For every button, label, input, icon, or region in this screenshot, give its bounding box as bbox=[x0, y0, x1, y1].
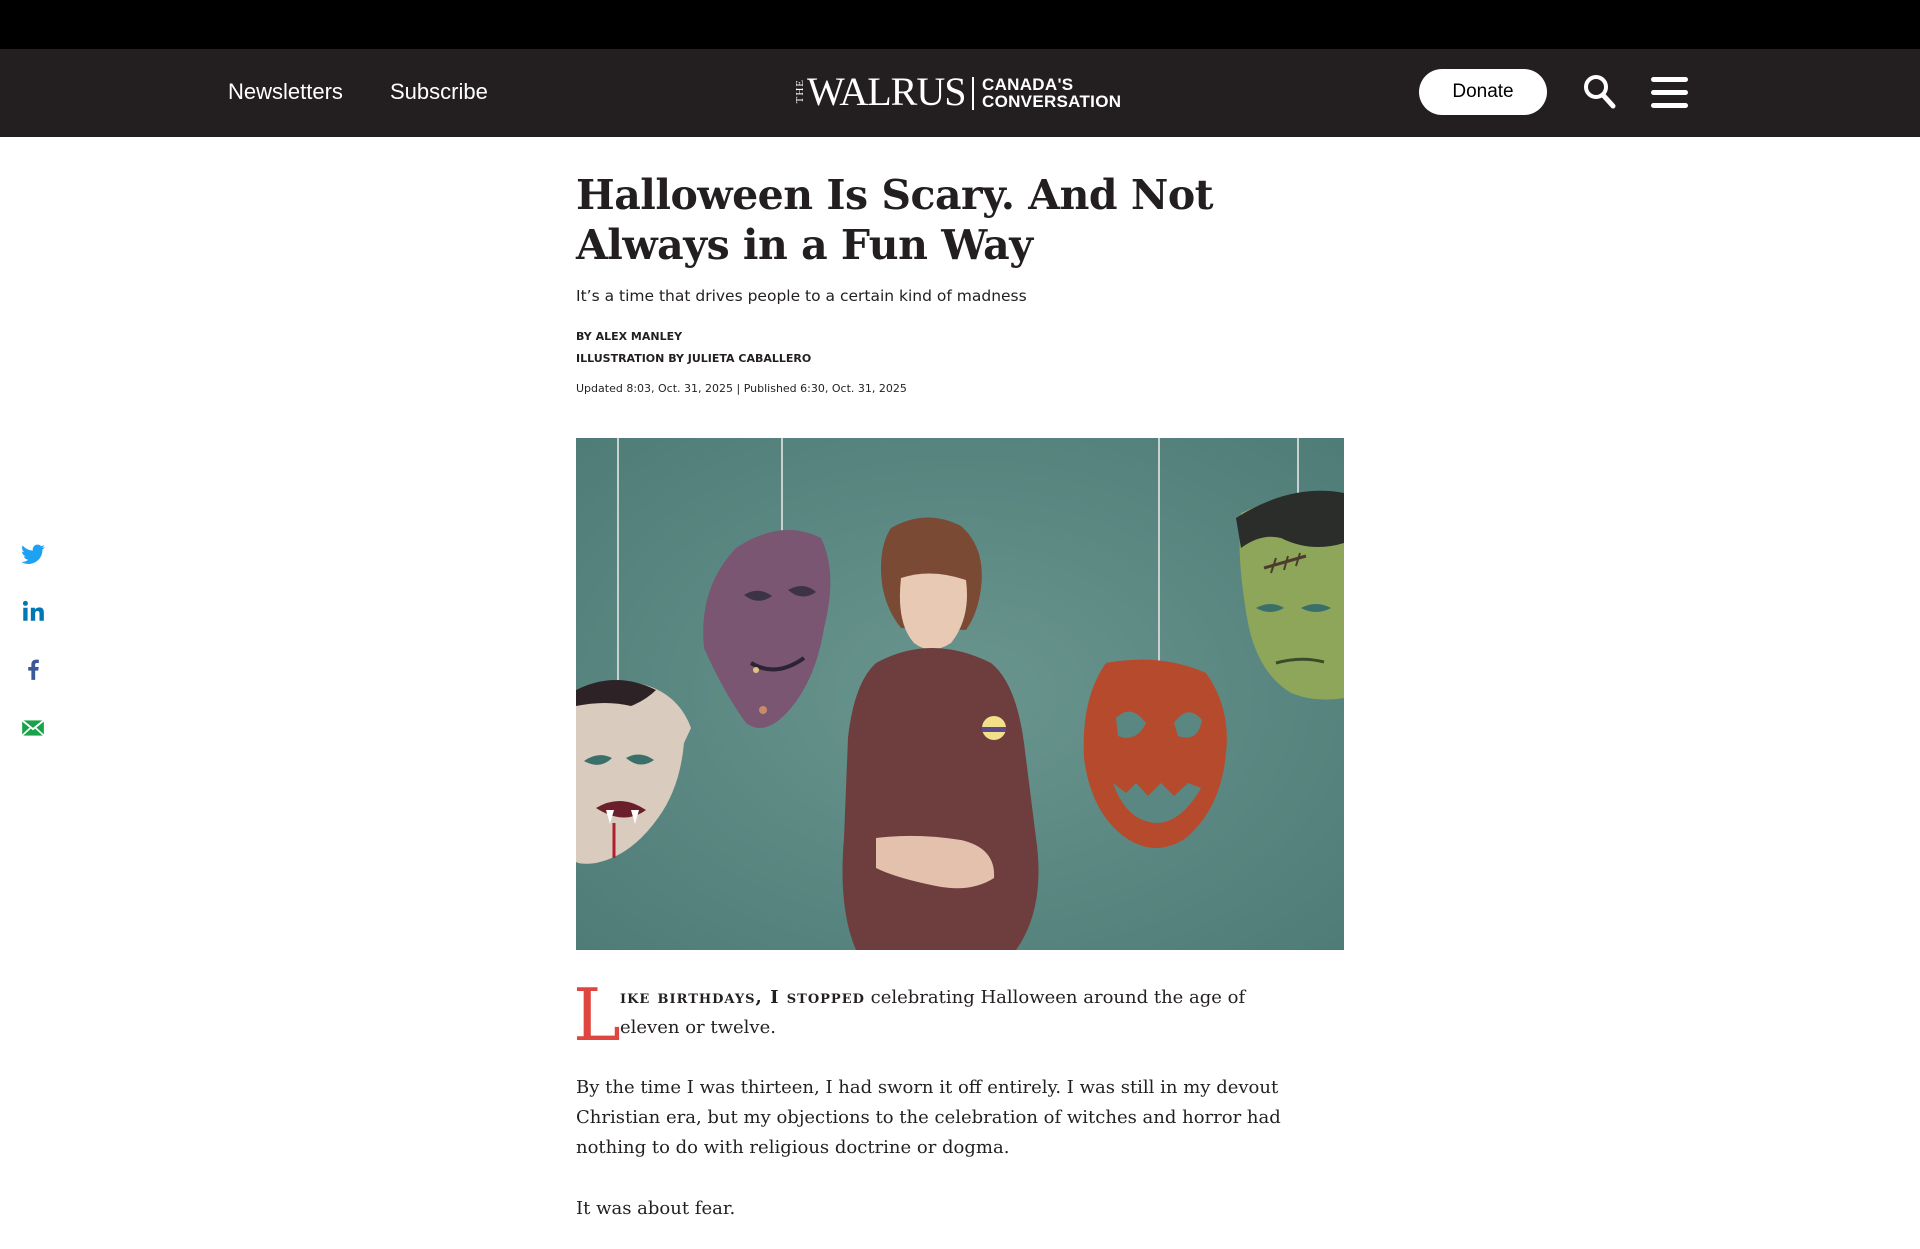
drop-cap: L bbox=[573, 973, 621, 1057]
logo-divider bbox=[972, 77, 974, 110]
linkedin-icon[interactable] bbox=[20, 598, 46, 624]
article-headline: Halloween Is Scary. And Not Always in a Fun Way bbox=[576, 171, 1214, 269]
lede-small-caps: ike birthdays, I stopped bbox=[620, 987, 865, 1008]
article-dek: It’s a time that drives people to a certain kind of madness bbox=[576, 287, 1027, 305]
site-logo[interactable] bbox=[794, 69, 1126, 114]
logo-tagline bbox=[982, 76, 1121, 110]
facebook-icon[interactable] bbox=[20, 656, 46, 682]
article-paragraph-1 bbox=[576, 983, 1300, 1043]
article-dates: Updated 8:03, Oct. 31, 2025 | Published 6:30, Oct. 31, 2025 bbox=[576, 382, 907, 395]
logo-walrus: WALRUS bbox=[807, 69, 966, 114]
site-header bbox=[0, 49, 1920, 137]
newsletters-link[interactable]: Newsletters bbox=[228, 79, 343, 104]
twitter-icon[interactable] bbox=[20, 541, 46, 567]
illustrator-credit[interactable]: ILLUSTRATION BY JULIETA CABALLERO bbox=[576, 352, 812, 365]
email-icon[interactable] bbox=[20, 715, 46, 741]
subscribe-link[interactable]: Subscribe bbox=[390, 79, 488, 104]
hamburger-menu-icon[interactable] bbox=[1651, 77, 1688, 113]
logo-tagline-line1: CANADA'S bbox=[982, 75, 1074, 94]
logo-the: THE bbox=[794, 79, 806, 104]
donate-button[interactable]: Donate bbox=[1419, 69, 1547, 115]
lede-text: celebrating Halloween around the age of eleven or twelve. bbox=[620, 987, 1246, 1038]
logo-tagline-line2: CONVERSATION bbox=[982, 92, 1122, 111]
article-paragraph-2: By the time I was thirteen, I had sworn it off entirely. I was still in my devout Christian era, but my objections to the celebration of witches and horror had nothing to do with religious doctrine or dogma. bbox=[576, 1077, 1281, 1158]
article-paragraph-3: It was about fear. bbox=[576, 1198, 736, 1219]
search-icon[interactable] bbox=[1583, 74, 1617, 115]
hero-illustration bbox=[576, 438, 1344, 950]
top-strip bbox=[0, 0, 1920, 49]
author-byline[interactable]: BY ALEX MANLEY bbox=[576, 330, 683, 343]
